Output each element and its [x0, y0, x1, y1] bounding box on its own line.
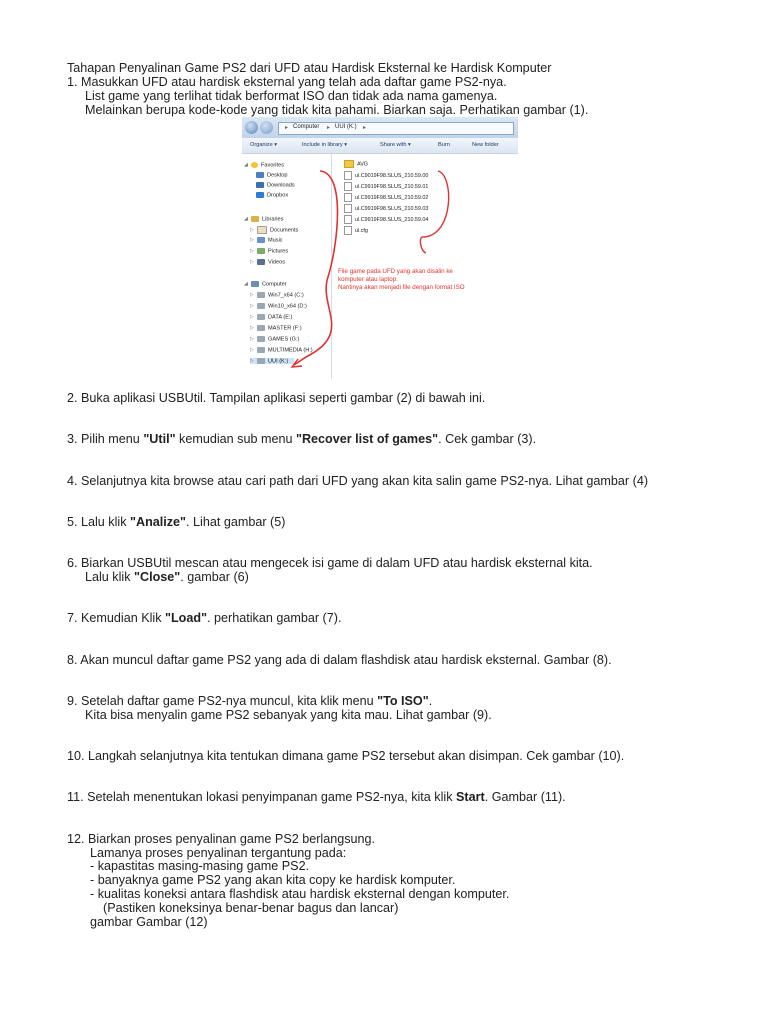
nav-item-desktop: Desktop	[256, 172, 288, 178]
nav-item-dropbox: Dropbox	[256, 192, 288, 198]
nav-libraries: ◢ Libraries	[244, 216, 284, 223]
breadcrumb-computer: Computer	[293, 124, 320, 130]
share-with-button: Share with ▾	[380, 142, 411, 148]
step-1-line-3: Melainkan berupa kode-kode yang tidak kita pahami. Biarkan saja. Perhatikan gambar (1).	[85, 103, 589, 117]
nav-computer: ◢ Computer	[244, 281, 287, 288]
file-item: ul.C9019F98.SLUS_210.59.00	[344, 171, 428, 180]
step-5: 5. Lalu klik "Analize". Lihat gambar (5)	[67, 515, 286, 529]
step-1-line-1: 1. Masukkan UFD atau hardisk eksternal yang telah ada daftar game PS2-nya.	[67, 75, 507, 89]
nav-drive-e: ▷ DATA (E:)	[250, 314, 293, 321]
nav-drive-g: ▷ GAMES (G:)	[250, 336, 300, 343]
nav-drive-k: ▷ UUI (K:)	[250, 358, 294, 364]
step-12-line-2: Lamanya proses penyalinan tergantung pada:	[90, 846, 347, 860]
nav-item-music: ▷ Music	[250, 237, 283, 244]
step-10: 10. Langkah selanjutnya kita tentukan dimana game PS2 tersebut akan disimpan. Cek gambar (10).	[67, 749, 625, 763]
organize-button: Organize ▾	[250, 142, 278, 148]
new-folder-button: New folder	[472, 142, 499, 148]
file-item: ul.C9919F98.SLUS_210.59.01	[344, 182, 428, 191]
step-12-line-4: - banyaknya game PS2 yang akan kita copy ke hardisk komputer.	[90, 873, 456, 887]
step-12-line-7: gambar Gambar (12)	[90, 915, 208, 929]
include-in-library-button: Include in library ▾	[302, 142, 348, 148]
annotation-line-3: Nantinya akan menjadi file dengan format ISO	[338, 284, 465, 291]
step-12-line-1: 12. Biarkan proses penyalinan game PS2 berlangsung.	[67, 832, 376, 846]
nav-item-downloads: Downloads	[256, 182, 295, 188]
chevron-right-icon: ▸	[327, 125, 331, 131]
file-item: ul.C9919F98.SLUS_210.59.04	[344, 215, 428, 224]
chevron-right-icon: ▸	[363, 125, 367, 131]
burn-button: Burn	[438, 142, 450, 148]
step-12-line-6: (Pastiken koneksinya benar-benar bagus dan lancar)	[103, 901, 399, 915]
file-item: ul.C9919F98.SLUS_210.59.02	[344, 193, 428, 202]
nav-drive-h: ▷ MULTIMEDIA (H:)	[250, 347, 313, 354]
nav-item-documents: ▷ Documents	[250, 227, 299, 234]
annotation-line-1: File game pada UFD yang akan disalin ke	[338, 268, 453, 275]
step-9-line-1: 9. Setelah daftar game PS2-nya muncul, kita klik menu "To ISO".	[67, 694, 433, 708]
nav-drive-d: ▷ Win10_x64 (D:)	[250, 303, 307, 310]
explorer-screenshot	[242, 117, 518, 379]
nav-drive-c: ▷ Win7_x64 (C:)	[250, 292, 304, 299]
nav-favorites: ◢ Favorites	[244, 162, 285, 169]
step-8: 8. Akan muncul daftar game PS2 yang ada di dalam flashdisk atau hardisk eksternal. Gambar (8).	[67, 653, 612, 667]
nav-item-videos: ▷ Videos	[250, 259, 286, 266]
nav-drive-f: ▷ MASTER (F:)	[250, 325, 302, 332]
step-12-line-5: - kualitas koneksi antara flashdisk atau hardisk eksternal dengan komputer.	[90, 887, 510, 901]
step-7: 7. Kemudian Klik "Load". perhatikan gambar (7).	[67, 611, 342, 625]
file-item: AVG	[344, 160, 368, 168]
folder-icon: ▸	[285, 125, 289, 131]
step-3: 3. Pilih menu "Util" kemudian sub menu "Recover list of games". Cek gambar (3).	[67, 432, 537, 446]
red-annotation-arrows	[242, 117, 518, 379]
document-title: Tahapan Penyalinan Game PS2 dari UFD atau Hardisk Eksternal ke Hardisk Komputer	[67, 61, 552, 75]
step-6-line-1: 6. Biarkan USBUtil mescan atau mengecek isi game di dalam UFD atau hardisk eksternal kita.	[67, 556, 593, 570]
step-2: 2. Buka aplikasi USBUtil. Tampilan aplikasi seperti gambar (2) di bawah ini.	[67, 391, 486, 405]
step-1-line-2: List game yang terlihat tidak berformat ISO dan tidak ada nama gamenya.	[85, 89, 498, 103]
step-9-line-2: Kita bisa menyalin game PS2 sebanyak yang kita mau. Lihat gambar (9).	[85, 708, 492, 722]
step-4: 4. Selanjutnya kita browse atau cari path dari UFD yang akan kita salin game PS2-nya. Lihat gambar (4)	[67, 474, 649, 488]
file-item: ul.C9919F98.SLUS_210.59.03	[344, 204, 428, 213]
nav-item-pictures: ▷ Pictures	[250, 248, 289, 255]
breadcrumb-drive: UUI (K:)	[335, 124, 357, 130]
file-item: ul.cfg	[344, 226, 368, 235]
step-11: 11. Setelah menentukan lokasi penyimpanan game PS2-nya, kita klik Start. Gambar (11).	[67, 790, 566, 804]
step-6-line-2: Lalu klik "Close". gambar (6)	[85, 570, 249, 584]
step-12-line-3: - kapastitas masing-masing game PS2.	[90, 859, 310, 873]
annotation-line-2: komputer atau laptop.	[338, 276, 398, 283]
